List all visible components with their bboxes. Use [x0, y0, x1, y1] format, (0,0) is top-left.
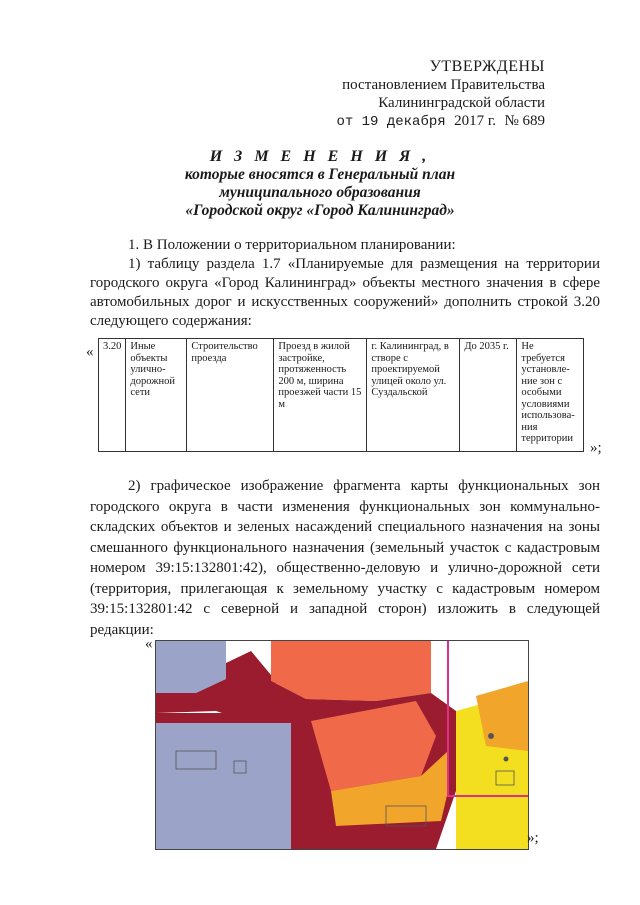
- table-cell-type: Иные объекты улично-дорожной сети: [126, 339, 187, 452]
- table-quote-open: «: [86, 344, 94, 360]
- title-main: И З М Е Н Е Н И Я ,: [209, 148, 431, 165]
- document-title: [0, 148, 640, 220]
- section-1-heading: 1. В Положении о территориальном планировании:: [128, 237, 456, 253]
- item-1-text: 1) таблицу раздела 1.7 «Планируемые для размещения на территории городского округа «Город Калининград» объекты местного значения в сфере автомобильных дорог и искусственных сооружений» дополнить строкой 3.20 следующего содержания:: [90, 256, 600, 329]
- table-quote-close: »;: [590, 440, 602, 456]
- zoning-map: [155, 640, 529, 850]
- approval-block: [285, 58, 545, 131]
- map-quote-close: »;: [527, 830, 539, 846]
- item-2-text: 2) графическое изображение фрагмента карты функциональных зон городского округа в части изменения функциональных зон коммунально-складских объектов и зеленых насаждений специального назначения на зоны смешанного функционального назначения (земельный участок с кадастровым номером 39:15:132801:42), общественно-деловую и улично-дорожной сети (территория, прилегающая к земельному участку с кадастровым номером 39:15:132801:42 с северной и западной сторон) изложить в следующей редакции:: [90, 478, 600, 638]
- approval-heading: УТВЕРЖДЕНЫ: [429, 58, 545, 75]
- title-line-1: которые вносятся в Генеральный план: [184, 166, 456, 183]
- table-cell-number: 3.20: [99, 339, 126, 452]
- zone-industrial-west: [156, 723, 291, 849]
- table-cell-purpose: Строительство проезда: [187, 339, 274, 452]
- table-cell-zones: Не требуется установле-ние зон с особыми условиями использова-ния территории: [517, 339, 584, 452]
- objects-table: [98, 338, 584, 452]
- approval-line-2: Калининградской области: [378, 95, 545, 111]
- title-line-2: муниципального образования: [219, 184, 421, 201]
- title-line-3: «Городской округ «Город Калининград»: [185, 202, 455, 219]
- approval-date-prefix: от 19 декабря: [336, 114, 446, 130]
- approval-number: № 689: [504, 113, 545, 129]
- table-row: [99, 339, 584, 452]
- table-cell-term: До 2035 г.: [460, 339, 517, 452]
- zone-commercial-top: [271, 641, 431, 701]
- table-cell-characteristics: Проезд в жилой застройке, протяженность 200 м, ширина проезжей части 15 м: [274, 339, 367, 452]
- map-quote-open: «: [145, 636, 153, 652]
- approval-date: [285, 112, 545, 131]
- approval-year: 2017 г.: [454, 113, 497, 129]
- zoning-map-image: [156, 641, 528, 849]
- table-cell-location: г. Калининград, в створе с проектируемой улицей около ул. Суздальской: [367, 339, 460, 452]
- approval-line-1: постановлением Правительства: [342, 77, 545, 93]
